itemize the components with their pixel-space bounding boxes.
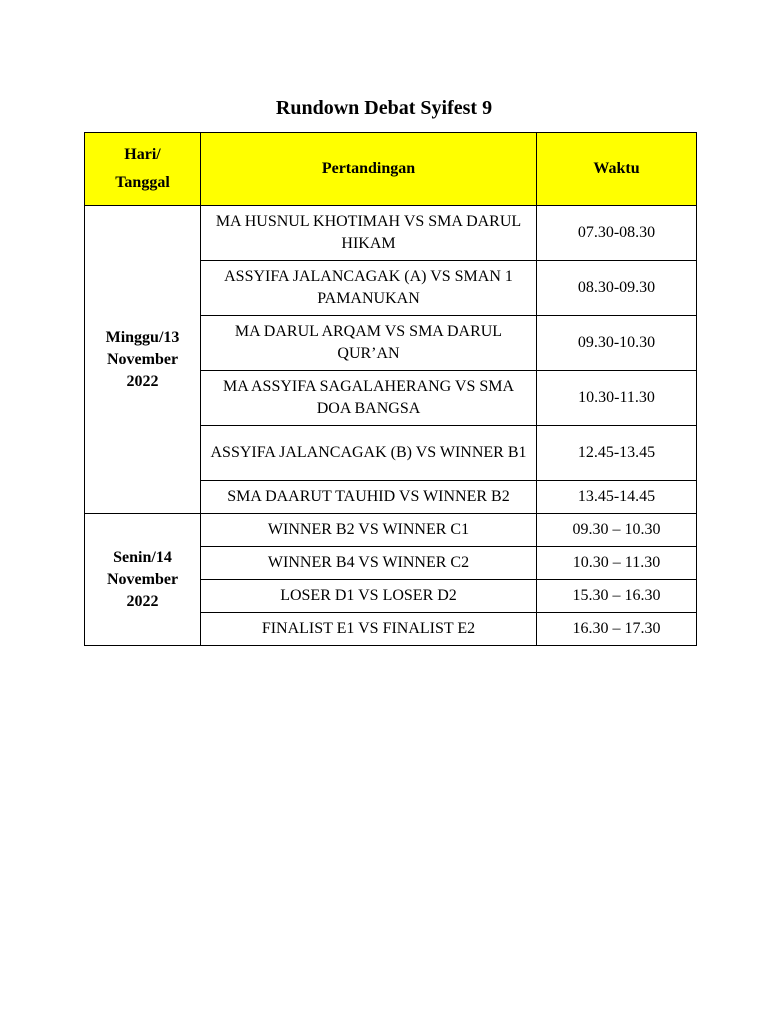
match-cell: MA HUSNUL KHOTIMAH VS SMA DARUL HIKAM — [201, 206, 537, 261]
time-cell: 12.45-13.45 — [537, 426, 697, 481]
day-cell-sunday — [85, 206, 201, 514]
match-cell: MA ASSYIFA SAGALAHERANG VS SMA DOA BANGSA — [201, 371, 537, 426]
day-cell-monday — [85, 514, 201, 646]
match-cell: FINALIST E1 VS FINALIST E2 — [201, 613, 537, 646]
match-cell: ASSYIFA JALANCAGAK (B) VS WINNER B1 — [201, 426, 537, 481]
time-cell: 10.30-11.30 — [537, 371, 697, 426]
table-row — [85, 206, 697, 261]
day-name: Minggu/13 — [105, 328, 180, 346]
time-cell: 13.45-14.45 — [537, 481, 697, 514]
table-header-row — [85, 133, 697, 206]
match-cell: MA DARUL ARQAM VS SMA DARUL QUR’AN — [201, 316, 537, 371]
header-match: Pertandingan — [201, 133, 537, 206]
time-cell: 15.30 – 16.30 — [537, 580, 697, 613]
time-cell: 08.30-09.30 — [537, 261, 697, 316]
time-cell: 09.30 – 10.30 — [537, 514, 697, 547]
match-cell: WINNER B4 VS WINNER C2 — [201, 547, 537, 580]
match-cell: WINNER B2 VS WINNER C1 — [201, 514, 537, 547]
page-title: Rundown Debat Syifest 9 — [275, 97, 493, 119]
match-cell: LOSER D1 VS LOSER D2 — [201, 580, 537, 613]
day-year: 2022 — [126, 372, 159, 390]
table-row — [85, 514, 697, 547]
header-day-date — [85, 133, 201, 206]
day-month: November — [106, 350, 179, 368]
header-time: Waktu — [537, 133, 697, 206]
time-cell: 07.30-08.30 — [537, 206, 697, 261]
rundown-table — [84, 132, 697, 646]
time-cell: 10.30 – 11.30 — [537, 547, 697, 580]
time-cell: 16.30 – 17.30 — [537, 613, 697, 646]
header-day-label: Hari/ — [124, 146, 161, 163]
time-cell: 09.30-10.30 — [537, 316, 697, 371]
header-date-label: Tanggal — [115, 174, 170, 191]
day-month: November — [106, 570, 179, 588]
day-name: Senin/14 — [113, 548, 172, 566]
match-cell: SMA DAARUT TAUHID VS WINNER B2 — [201, 481, 537, 514]
day-year: 2022 — [126, 592, 159, 610]
match-cell: ASSYIFA JALANCAGAK (A) VS SMAN 1 PAMANUKAN — [201, 261, 537, 316]
